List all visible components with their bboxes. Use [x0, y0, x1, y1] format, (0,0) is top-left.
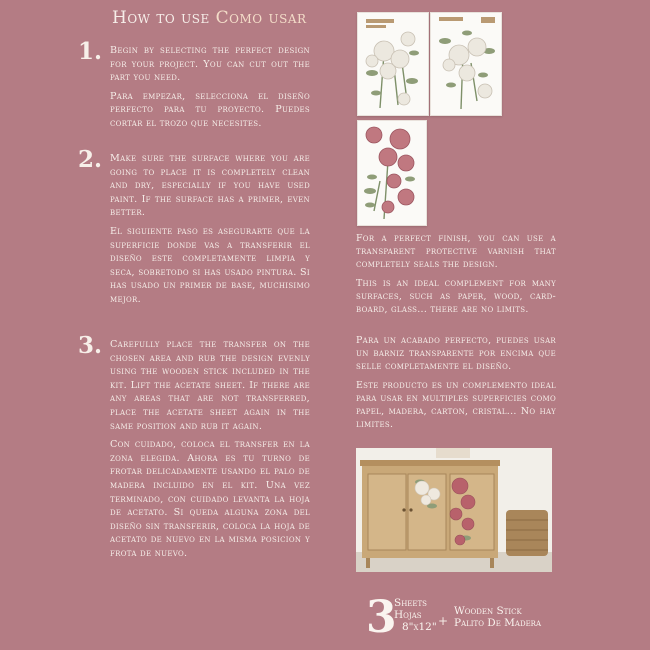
- sheets-label-spanish: Hojas: [394, 609, 422, 621]
- finish-varnish-english: For a perfect finish, you can use a transparent protective varnish that completely seals the design.: [356, 233, 556, 271]
- step-number: 1.: [78, 38, 103, 65]
- step-1: [78, 38, 310, 136]
- step-instructions-english: Begin by selecting the perfect design for your project. You can cut out the part you need.: [110, 45, 310, 84]
- sheets-label-english: Sheets: [394, 597, 427, 609]
- step-instructions-spanish: El siguiente paso es asegurarte que la superficie donde vas a transferir el diseño este completamente limpia y seca, sobretodo si has usado pintura. Si has usado un primer de base, muchisimo mejor.: [110, 225, 310, 305]
- finish-text-spanish: [356, 334, 556, 436]
- step-instructions-spanish: Para empezar, selecciona el diseño perfecto para tu proyecto. Puedes cortar el trozo que necesites.: [110, 90, 310, 129]
- stick-label-english: Wooden Stick: [454, 605, 522, 617]
- step-instructions-english: Make sure the surface where you are going to place it is completely clean and dry, especially if you have used paint. If the surface has a primer, even better.: [110, 153, 310, 219]
- title-english: How to use: [112, 8, 210, 28]
- pink-roses-transfer-sheet-icon: [357, 120, 427, 226]
- sheet-count: 3: [366, 592, 397, 643]
- step-instructions-english: Carefully place the transfer on the chosen area and rub the design evenly using the wooden stick included in the kit. Lift the acetate sheet. If there are any areas that are not transferred, place the acetate sheet again in the same position and rub it again.: [110, 339, 310, 432]
- plus-sign: +: [438, 614, 449, 628]
- white-roses-and-leaves-transfer-sheet-icon: [430, 12, 502, 116]
- step-text: [110, 44, 310, 131]
- decorated-cabinet-photo-icon: [356, 448, 552, 572]
- stick-label-spanish: Palito De Madera: [454, 617, 541, 629]
- kit-contents: [358, 592, 578, 644]
- step-number: 3.: [78, 332, 103, 359]
- step-2: [78, 146, 310, 312]
- finish-surfaces-english: This is an ideal complement for many surfaces, such as paper, wood, card-board, glass... there are no limits.: [356, 277, 556, 316]
- finish-surfaces-spanish: Este producto es un complemento ideal para usar en multiples superficies como papel, madera, carton, cristal... No hay limites.: [356, 379, 556, 431]
- step-text: [110, 152, 310, 307]
- title-spanish: Como usar: [215, 8, 307, 28]
- step-instructions-spanish: Con cuidado, coloca el transfer en la zona elegida. Ahora es tu turno de frotar delicadamente usando el palo de madera incluido en el kit. Una vez terminado, con cuidado levanta la hoja de acetato. Si queda alguna zona del diseño sin transferir, coloca la hoja de acetato de nuevo en la misma posicion y frota de nuevo.: [110, 439, 310, 559]
- sheet-size: 8"x12": [402, 621, 437, 633]
- white-roses-transfer-sheet-icon: [357, 12, 429, 116]
- step-3: [78, 332, 310, 566]
- step-number: 2.: [78, 146, 103, 173]
- finish-text-english: [356, 232, 556, 321]
- finish-varnish-spanish: Para un acabado perfecto, puedes usar un barniz transparente por encima que selle completamente el diseño.: [356, 335, 556, 373]
- step-text: [110, 338, 310, 561]
- page-title: [112, 8, 307, 28]
